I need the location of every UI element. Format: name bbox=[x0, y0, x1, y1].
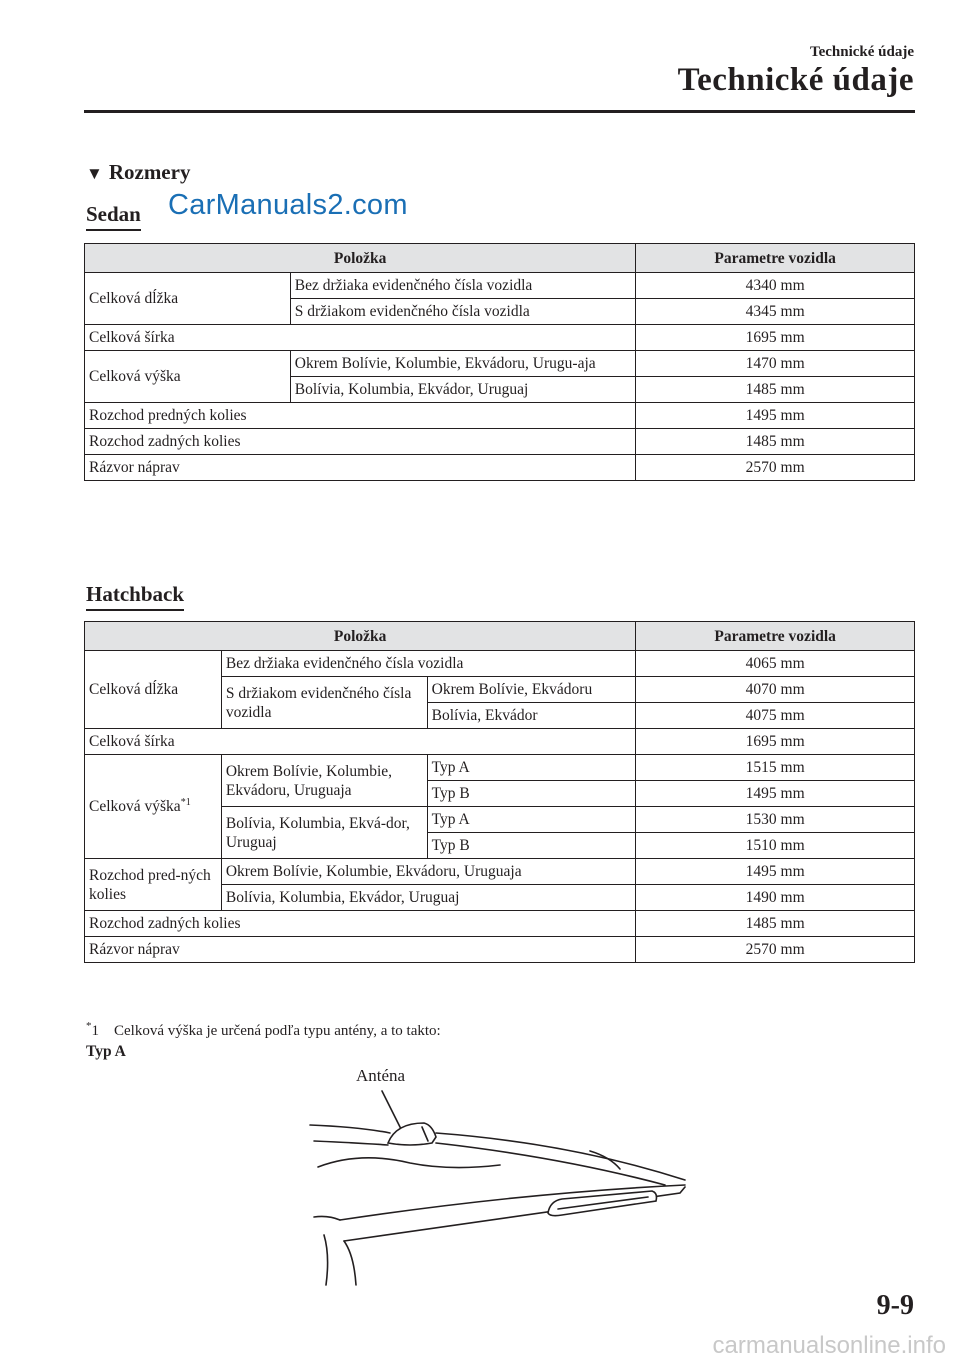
table-row bbox=[85, 325, 915, 351]
row-value: 1485 mm bbox=[636, 911, 915, 937]
car-roof-antenna-illustration bbox=[300, 1085, 700, 1290]
chapter-title: Technické údaje bbox=[677, 62, 914, 98]
rear-glass-edge bbox=[344, 1241, 356, 1285]
row-label: Rázvor náprav bbox=[85, 455, 636, 481]
antenna-label: Anténa bbox=[356, 1066, 406, 1085]
row-value: 1485 mm bbox=[636, 429, 915, 455]
table-row bbox=[85, 273, 915, 299]
row-condition: Okrem Bolívie, Ekvádoru bbox=[427, 677, 636, 703]
table-row bbox=[85, 859, 915, 885]
row-value: 1695 mm bbox=[636, 729, 915, 755]
running-header-small: Technické údaje bbox=[809, 44, 914, 60]
row-value: 4075 mm bbox=[636, 703, 915, 729]
row-condition: Typ A bbox=[427, 807, 636, 833]
header-rule bbox=[84, 110, 915, 113]
row-value: 1495 mm bbox=[636, 403, 915, 429]
roof-front-line bbox=[314, 1141, 388, 1145]
row-value: 1485 mm bbox=[636, 377, 915, 403]
footnote bbox=[86, 1020, 441, 1040]
footnote-text: 1 Celková výška je určená podľa typu antény, a to takto: bbox=[91, 1023, 441, 1039]
rear-glass-edge-2 bbox=[324, 1235, 328, 1285]
table-row bbox=[85, 729, 915, 755]
table-row bbox=[85, 429, 915, 455]
table-row bbox=[85, 403, 915, 429]
col-header-param: Parametre vozidla bbox=[636, 622, 915, 651]
body-contour bbox=[318, 1158, 500, 1168]
table-header-row bbox=[85, 244, 915, 273]
shark-fin-antenna bbox=[388, 1123, 436, 1145]
row-condition: Bolívia, Ekvádor bbox=[427, 703, 636, 729]
row-label bbox=[85, 755, 222, 859]
row-value: 1515 mm bbox=[636, 755, 915, 781]
row-value: 1495 mm bbox=[636, 781, 915, 807]
row-condition: Typ B bbox=[427, 833, 636, 859]
roof-edge-line bbox=[436, 1133, 685, 1180]
row-value: 4065 mm bbox=[636, 651, 915, 677]
col-header-item: Položka bbox=[85, 244, 636, 273]
row-condition: Okrem Bolívie, Kolumbie, Ekvádoru, Uruguaja bbox=[221, 859, 636, 885]
table-row bbox=[85, 351, 915, 377]
row-value: 2570 mm bbox=[636, 937, 915, 963]
footnote-ref: *1 bbox=[180, 796, 191, 808]
row-condition: Bez držiaka evidenčného čísla vozidla bbox=[221, 651, 636, 677]
row-sublabel: S držiakom evidenčného čísla vozidla bbox=[221, 677, 427, 729]
row-value: 2570 mm bbox=[636, 455, 915, 481]
height-label-text: Celková výška bbox=[89, 798, 181, 815]
section-title bbox=[86, 160, 190, 185]
row-label: Celková šírka bbox=[85, 325, 636, 351]
row-value: 4340 mm bbox=[636, 273, 915, 299]
sedan-heading: Sedan bbox=[86, 202, 141, 231]
row-condition: Okrem Bolívie, Kolumbie, Ekvádoru, Urugu-aja bbox=[290, 351, 636, 377]
sedan-dimensions-table bbox=[84, 243, 915, 481]
table-header-row bbox=[85, 622, 915, 651]
triangle-down-icon: ▼ bbox=[86, 164, 103, 183]
hatchback-dimensions-table bbox=[84, 621, 915, 963]
row-label: Celková šírka bbox=[85, 729, 636, 755]
row-value: 1695 mm bbox=[636, 325, 915, 351]
col-header-item: Položka bbox=[85, 622, 636, 651]
row-condition: Bolívia, Kolumbia, Ekvádor, Uruguaj bbox=[290, 377, 636, 403]
row-sublabel: Okrem Bolívie, Kolumbie, Ekvádoru, Uruguaja bbox=[221, 755, 427, 807]
roof-line bbox=[310, 1125, 390, 1133]
row-condition: Bez držiaka evidenčného čísla vozidla bbox=[290, 273, 636, 299]
section-title-text: Rozmery bbox=[108, 160, 191, 184]
table-row bbox=[85, 651, 915, 677]
row-condition: Typ B bbox=[427, 781, 636, 807]
type-heading: Typ A bbox=[86, 1043, 126, 1060]
row-label: Celková dĺžka bbox=[85, 651, 222, 729]
row-condition: Typ A bbox=[427, 755, 636, 781]
col-header-param: Parametre vozidla bbox=[636, 244, 915, 273]
table-row bbox=[85, 755, 915, 781]
table-row bbox=[85, 455, 915, 481]
row-label: Celková dĺžka bbox=[85, 273, 291, 325]
row-sublabel: Bolívia, Kolumbia, Ekvá-dor, Uruguaj bbox=[221, 807, 427, 859]
row-condition: S držiakom evidenčného čísla vozidla bbox=[290, 299, 636, 325]
page-number: 9-9 bbox=[876, 1290, 914, 1321]
footer-watermark: carmanualsonline.info bbox=[712, 1332, 946, 1359]
row-value: 1490 mm bbox=[636, 885, 915, 911]
row-label: Rozchod pred-ných kolies bbox=[85, 859, 222, 911]
row-condition: Bolívia, Kolumbia, Ekvádor, Uruguaj bbox=[221, 885, 636, 911]
body-left-line bbox=[314, 1216, 340, 1220]
footnote-star: * bbox=[86, 1020, 92, 1032]
row-label: Rozchod zadných kolies bbox=[85, 429, 636, 455]
row-value: 1530 mm bbox=[636, 807, 915, 833]
row-label: Celková výška bbox=[85, 351, 291, 403]
row-label: Rozchod zadných kolies bbox=[85, 911, 636, 937]
table-row bbox=[85, 937, 915, 963]
row-label: Rázvor náprav bbox=[85, 937, 636, 963]
row-value: 1470 mm bbox=[636, 351, 915, 377]
row-value: 4345 mm bbox=[636, 299, 915, 325]
row-value: 1510 mm bbox=[636, 833, 915, 859]
table-row bbox=[85, 911, 915, 937]
row-value: 1495 mm bbox=[636, 859, 915, 885]
row-value: 4070 mm bbox=[636, 677, 915, 703]
watermark-logo: CarManuals2.com bbox=[168, 189, 408, 221]
row-label: Rozchod predných kolies bbox=[85, 403, 636, 429]
hatchback-heading: Hatchback bbox=[86, 582, 184, 611]
